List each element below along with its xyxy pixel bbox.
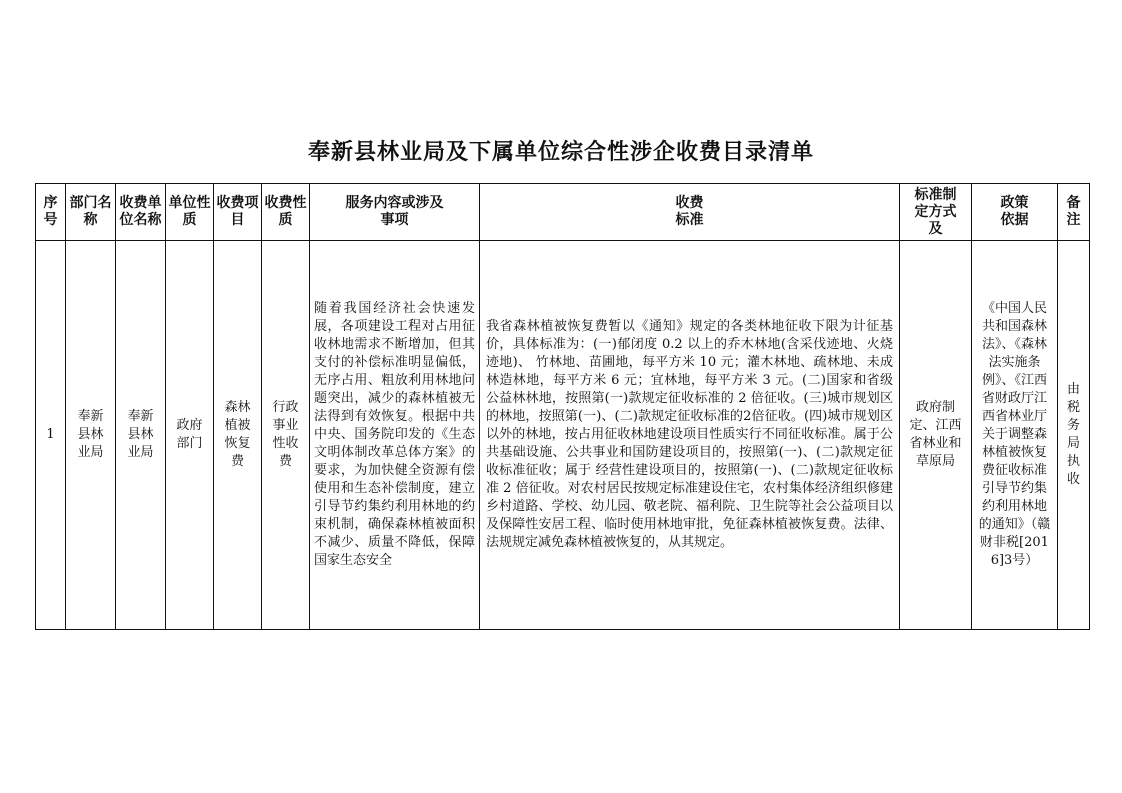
header-method: 标准制定方式及: [900, 184, 972, 241]
cell-nature: 行政事业性收费: [262, 241, 310, 630]
header-standard: 收费标准: [480, 184, 900, 241]
fee-catalog-table: [35, 183, 1090, 630]
cell-unit-type: 政府部门: [166, 241, 214, 630]
header-unit-type: 单位性质: [166, 184, 214, 241]
header-note: 备注: [1058, 184, 1090, 241]
table-header-row: [36, 184, 1090, 241]
cell-dept: 奉新县林业局: [66, 241, 116, 630]
cell-standard: 我省森林植被恢复费暂以《通知》规定的各类林地征收下限为计征基价，具体标准为：(一)郁闭度 0.2 以上的乔木林地(含采伐迹地、火烧迹地)、 竹林地、苗圃地，每平方米 10 元；灌木林地、疏林地、未成林造林地，每平方米 6 元；宜林地，每平方米 3 元。(二)国家和省级公益林林地，按照第(一)款规定征收标准的 2 倍征收。(三)城市规划区的林地，按照第(一)、(二)款规定征收标准的2倍征收。(四)城市规划区以外的林地，按占用征收林地建设项目性质实行不同征收标准。属于公共基础设施、公共事业和国防建设项目的，按照第(一)、(二)款规定征收标准征收；属于 经营性建设项目的，按照第(一)、(二)款规定征收标准 2 倍征收。对农村居民按规定标准建设住宅，农村集体经济组织修建乡村道路、学校、幼儿园、敬老院、福利院、卫生院等社会公益项目以及保障性安居工程、临时使用林地审批，免征森林植被恢复费。法律、法规规定减免森林植被恢复的，从其规定。: [480, 241, 900, 630]
cell-unit: 奉新县林业局: [116, 241, 166, 630]
header-dept: 部门名称: [66, 184, 116, 241]
cell-service: 随着我国经济社会快速发展，各项建设工程对占用征收林地需求不断增加，但其支付的补偿标准明显偏低，无序占用、粗放利用林地问题突出，减少的森林植被无法得到有效恢复。根据中共中央、国务院印发的《生态文明体制改革总体方案》的要求，为加快健全资源有偿 使用和生态补偿制度，建立引导节约集约利用林地的约束机制，确保森林植被面积不减少、质量不降低，保障国家生态安全: [310, 241, 480, 630]
cell-basis: 《中国人民共和国森林法》、《森林法实施条例》、《江西省财政厅江西省林业厅关于调整森林植被恢复费征收标准引导节约集约利用林地的通知》（赣财非税[2016]3号）: [972, 241, 1058, 630]
header-basis: 政策依据: [972, 184, 1058, 241]
header-service: 服务内容或涉及事项: [310, 184, 480, 241]
header-seq: 序号: [36, 184, 66, 241]
cell-method: 政府制定、江西省林业和草原局: [900, 241, 972, 630]
page-title: 奉新县林业局及下属单位综合性涉企收费目录清单: [307, 139, 814, 165]
cell-item: 森林植被恢复费: [214, 241, 262, 630]
cell-note: 由税务局执收: [1058, 241, 1090, 630]
header-item: 收费项目: [214, 184, 262, 241]
header-nature: 收费性质: [262, 184, 310, 241]
cell-seq: 1: [36, 241, 66, 630]
header-unit: 收费单位名称: [116, 184, 166, 241]
table-row: [36, 241, 1090, 630]
